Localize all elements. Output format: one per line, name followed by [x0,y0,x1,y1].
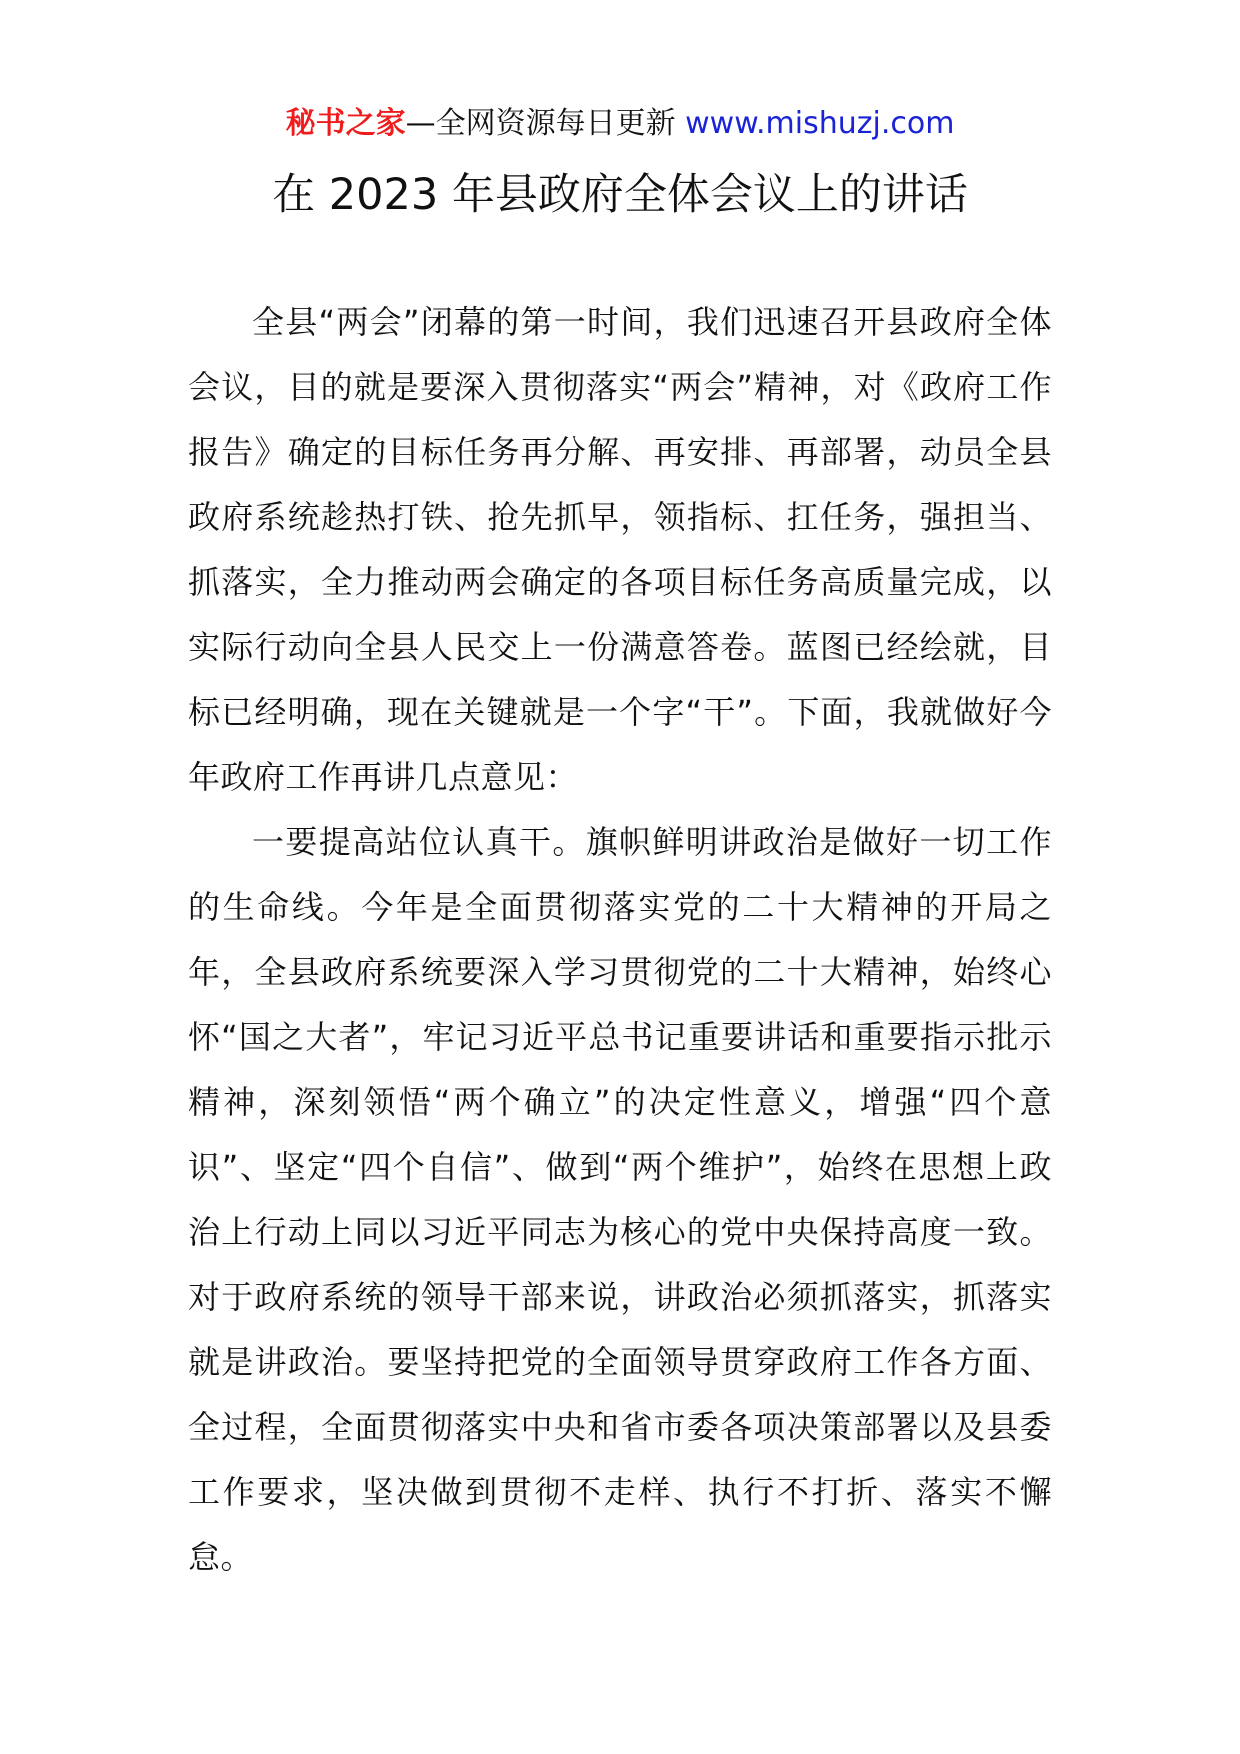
paragraph-point-one: 一要提高站位认真干。旗帜鲜明讲政治是做好一切工作的生命线。今年是全面贯彻落实党的二十大精神的开局之年，全县政府系统要深入学习贯彻党的二十大精神，始终心怀“国之大者”，牢记习近平总书记重要讲话和重要指示批示精神，深刻领悟“两个确立”的决定性意义，增强“四个意识”、坚定“四个自信”、做到“两个维护”，始终在思想上政治上行动上同以习近平同志为核心的党中央保持高度一致。对于政府系统的领导干部来说，讲政治必须抓落实，抓落实就是讲政治。要坚持把党的全面领导贯穿政府工作各方面、全过程，全面贯彻落实中央和省市委各项决策部署以及县委工作要求，坚决做到贯彻不走样、执行不打折、落实不懈怠。 [188,823,1052,1576]
header-tagline: —全网资源每日更新 [405,106,676,141]
document-body [188,290,1052,1590]
brand-name: 秘书之家 [285,106,406,141]
site-url-link[interactable]: www.mishuzj.com [685,106,955,141]
site-header [0,102,1240,146]
paragraph-intro: 全县“两会”闭幕的第一时间，我们迅速召开县政府全体会议，目的就是要深入贯彻落实“两会”精神，对《政府工作报告》确定的目标任务再分解、再安排、再部署，动员全县政府系统趁热打铁、抢先抓早，领指标、扛任务，强担当、抓落实，全力推动两会确定的各项目标任务高质量完成，以实际行动向全县人民交上一份满意答卷。蓝图已经绘就，目标已经明确，现在关键就是一个字“干”。下面，我就做好今年政府工作再讲几点意见： [188,303,1052,796]
document-title: 在 2023 年县政府全体会议上的讲话 [272,170,968,220]
